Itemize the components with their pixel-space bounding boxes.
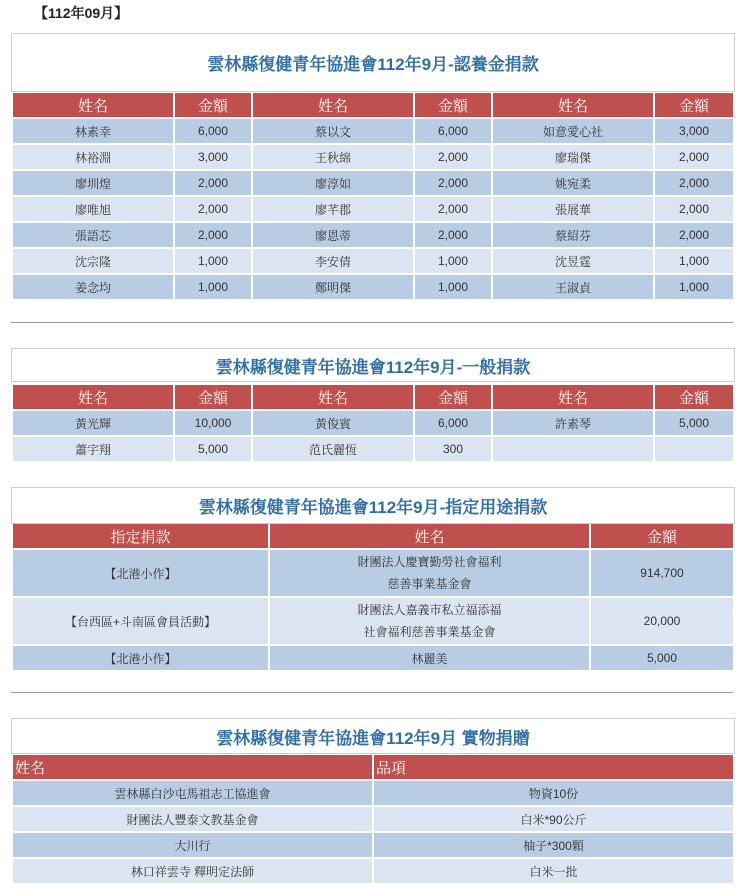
column-header-name: 姓名	[270, 524, 589, 548]
donor-name: 林裕淵	[13, 145, 173, 169]
donor-name	[270, 550, 589, 596]
column-header-amount: 金額	[415, 93, 491, 117]
donated-item: 物資10份	[374, 781, 733, 805]
sponsorship-table	[11, 91, 735, 301]
column-header-item: 品項	[374, 755, 733, 779]
donor-name: 廖芊郡	[253, 197, 413, 221]
donor-name: 蔡以文	[253, 119, 413, 143]
donor-name: 林麗美	[270, 646, 589, 670]
donation-amount: 1,000	[655, 249, 733, 273]
donor-name	[493, 437, 653, 461]
donor-name: 沈宗隆	[13, 249, 173, 273]
donation-amount: 2,000	[655, 223, 733, 247]
donor-name-line: 財團法人嘉義市私立福添福	[357, 603, 502, 617]
table-row	[13, 646, 733, 670]
donor-name	[270, 598, 589, 644]
table-row	[13, 145, 733, 169]
column-header-name: 姓名	[253, 385, 413, 409]
column-header-name: 姓名	[493, 385, 653, 409]
column-header-amount: 金額	[415, 385, 491, 409]
table-row	[13, 598, 733, 644]
donor-name: 蔡紹芬	[493, 223, 653, 247]
donation-amount: 2,000	[415, 171, 491, 195]
purpose-cell: 【北港小作】	[13, 550, 268, 596]
donation-amount: 10,000	[175, 411, 251, 435]
donor-name-line: 財團法人慶寶勤勞社會福利	[357, 555, 502, 569]
general-title: 雲林縣復健青年協進會112年9月-一般捐款	[11, 348, 735, 382]
donor-name: 廖圳煌	[13, 171, 173, 195]
donation-amount: 5,000	[175, 437, 251, 461]
donation-amount: 2,000	[415, 223, 491, 247]
donation-amount: 3,000	[175, 145, 251, 169]
donation-amount: 914,700	[591, 550, 733, 596]
page-label: 【112年09月】	[34, 5, 129, 21]
table-row	[13, 807, 733, 831]
donation-amount: 1,000	[655, 275, 733, 299]
column-header-name: 姓名	[253, 93, 413, 117]
column-header-name: 姓名	[13, 93, 173, 117]
donor-name: 林口祥雲寺 釋明定法師	[13, 859, 372, 883]
donor-name: 林素幸	[13, 119, 173, 143]
donor-name-line: 社會福利慈善事業基金會	[363, 625, 496, 639]
section-divider	[11, 692, 733, 693]
donation-amount: 2,000	[415, 145, 491, 169]
table-row	[13, 223, 733, 247]
donation-amount: 5,000	[591, 646, 733, 670]
donated-item: 白米*90公斤	[374, 807, 733, 831]
table-row	[13, 275, 733, 299]
donation-amount: 6,000	[175, 119, 251, 143]
donor-name: 如意愛心社	[493, 119, 653, 143]
in-kind-table	[11, 753, 735, 885]
donor-name: 姚宛柔	[493, 171, 653, 195]
donation-amount: 1,000	[415, 275, 491, 299]
donor-name: 鄭明傑	[253, 275, 413, 299]
donor-name: 雲林縣白沙屯馬祖志工協進會	[13, 781, 372, 805]
donor-name: 黃光輝	[13, 411, 173, 435]
donor-name: 范氏麗恆	[253, 437, 413, 461]
column-header-amount: 金額	[655, 385, 733, 409]
table-row	[13, 197, 733, 221]
donor-name: 張展華	[493, 197, 653, 221]
donation-amount: 3,000	[655, 119, 733, 143]
donor-name: 王秋綿	[253, 145, 413, 169]
donor-name-line: 慈善事業基金會	[387, 577, 472, 591]
table-row	[13, 833, 733, 857]
table-row	[13, 550, 733, 596]
donation-amount: 6,000	[415, 411, 491, 435]
general-table	[11, 383, 735, 463]
donation-amount: 20,000	[591, 598, 733, 644]
donation-amount: 1,000	[175, 249, 251, 273]
donor-name: 廖唯旭	[13, 197, 173, 221]
column-header-amount: 金額	[655, 93, 733, 117]
general-header-row	[13, 385, 733, 409]
donor-name: 廖淳如	[253, 171, 413, 195]
sponsorship-title: 雲林縣復健青年協進會112年9月-認養金捐款	[11, 33, 735, 92]
table-row	[13, 171, 733, 195]
column-header-amount: 金額	[175, 385, 251, 409]
donor-name: 沈昱霆	[493, 249, 653, 273]
designated-table	[11, 522, 735, 672]
column-header-amount: 金額	[591, 524, 733, 548]
donation-amount: 2,000	[415, 197, 491, 221]
donor-name: 王淑貞	[493, 275, 653, 299]
table-row	[13, 249, 733, 273]
donor-name: 蕭宇翔	[13, 437, 173, 461]
column-header-name: 姓名	[13, 385, 173, 409]
donation-amount: 5,000	[655, 411, 733, 435]
donation-amount	[655, 437, 733, 461]
donor-name: 姜念均	[13, 275, 173, 299]
in-kind-header-row	[13, 755, 733, 779]
donor-name: 張語芯	[13, 223, 173, 247]
donation-amount: 2,000	[655, 145, 733, 169]
table-row	[13, 411, 733, 435]
donor-name: 李安倩	[253, 249, 413, 273]
donation-amount: 300	[415, 437, 491, 461]
sponsorship-header-row	[13, 93, 733, 117]
donor-name: 大川行	[13, 833, 372, 857]
donor-name: 廖恩蒂	[253, 223, 413, 247]
in-kind-title: 雲林縣復健青年協進會112年9月 實物捐贈	[11, 718, 735, 754]
donation-amount: 2,000	[655, 197, 733, 221]
column-header-purpose: 指定捐款	[13, 524, 268, 548]
column-header-name: 姓名	[13, 755, 372, 779]
donation-amount: 2,000	[175, 197, 251, 221]
table-row	[13, 781, 733, 805]
donation-amount: 2,000	[175, 223, 251, 247]
table-row	[13, 859, 733, 883]
purpose-cell: 【北港小作】	[13, 646, 268, 670]
donated-item: 柚子*300顆	[374, 833, 733, 857]
donation-amount: 2,000	[175, 171, 251, 195]
donor-name: 廖瑞傑	[493, 145, 653, 169]
column-header-amount: 金額	[175, 93, 251, 117]
donation-amount: 6,000	[415, 119, 491, 143]
donation-amount: 1,000	[175, 275, 251, 299]
donated-item: 白米一批	[374, 859, 733, 883]
designated-header-row	[13, 524, 733, 548]
designated-title: 雲林縣復健青年協進會112年9月-指定用途捐款	[11, 487, 735, 524]
donor-name: 財團法人豐泰文教基金會	[13, 807, 372, 831]
table-row	[13, 437, 733, 461]
donor-name: 許素琴	[493, 411, 653, 435]
column-header-name: 姓名	[493, 93, 653, 117]
table-row	[13, 119, 733, 143]
donation-amount: 2,000	[655, 171, 733, 195]
donation-amount: 1,000	[415, 249, 491, 273]
donor-name: 黃俊賓	[253, 411, 413, 435]
purpose-cell: 【台西區+斗南區會員活動】	[13, 598, 268, 644]
section-divider	[11, 322, 733, 323]
